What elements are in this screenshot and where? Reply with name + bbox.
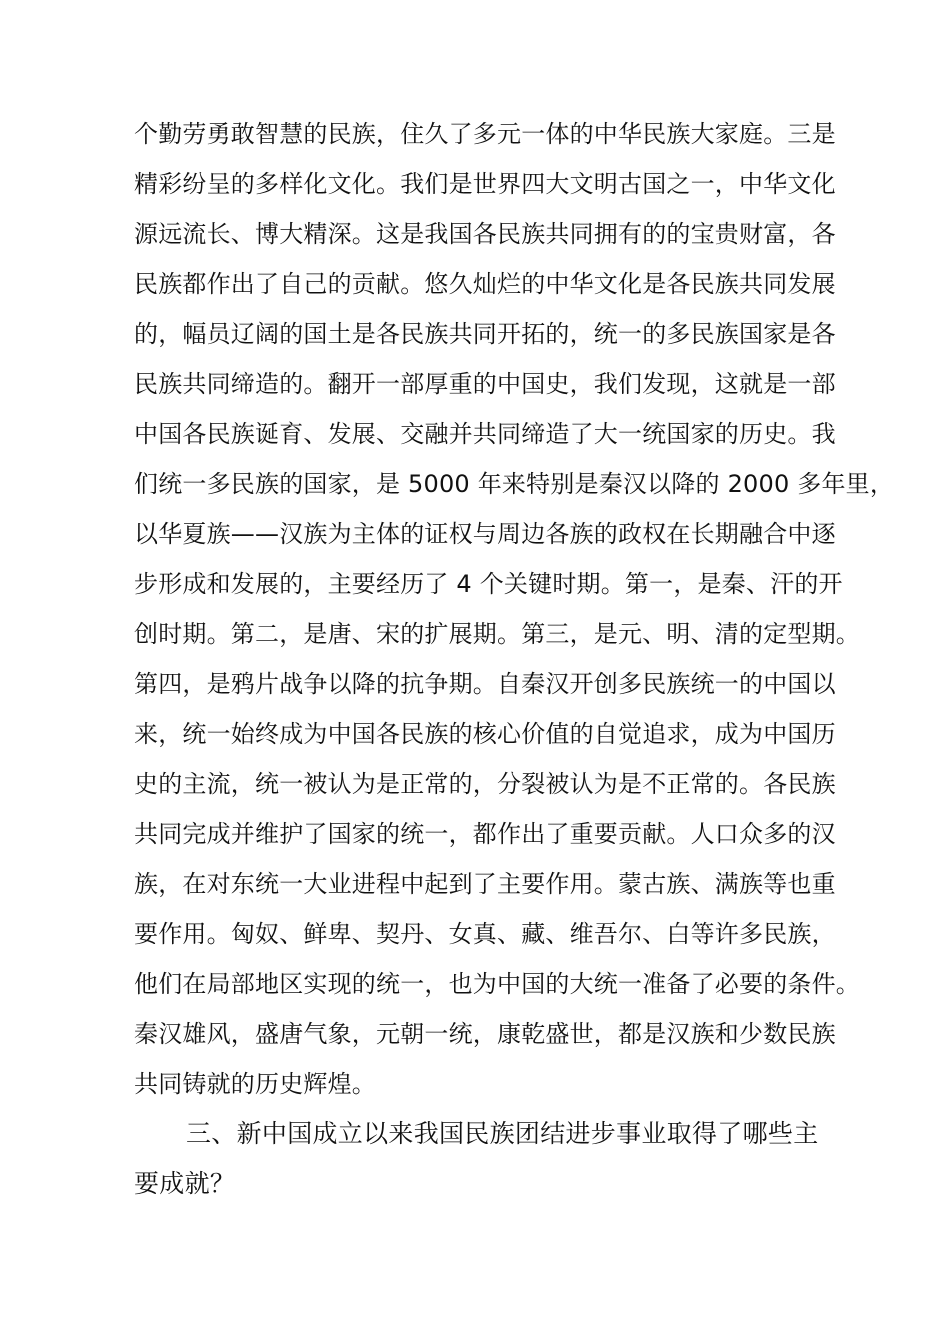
paragraph-line-7: 中国各民族诞育、发展、交融并共同缔造了大一统国家的历史。我 [134,420,836,448]
paragraph-line-8: 们统一多民族的国家，是 5000 年来特别是秦汉以降的 2000 多年里， [134,470,895,498]
paragraph-line-10: 步形成和发展的，主要经历了 4 个关键时期。第一，是秦、汗的开 [134,570,843,598]
paragraph-line-6: 民族共同缔造的。翻开一部厚重的中国史，我们发现，这就是一部 [134,370,836,398]
paragraph-line-20: 共同铸就的历史辉煌。 [134,1070,376,1098]
paragraph-line-19: 秦汉雄风，盛唐气象，元朝一统，康乾盛世，都是汉族和少数民族 [134,1020,836,1048]
paragraph-line-14: 史的主流，统一被认为是正常的，分裂被认为是不正常的。各民族 [134,770,836,798]
section-heading-line-1: 三、新中国成立以来我国民族团结进步事业取得了哪些主 [186,1119,819,1148]
paragraph-line-9: 以华夏族——汉族为主体的证权与周边各族的政权在长期融合中逐 [134,520,836,548]
section-heading-line-2: 要成就？ [134,1169,236,1198]
paragraph-line-4: 民族都作出了自己的贡献。悠久灿烂的中华文化是各民族共同发展 [134,270,836,298]
paragraph-line-16: 族，在对东统一大业进程中起到了主要作用。蒙古族、满族等也重 [134,870,836,898]
paragraph-line-15: 共同完成并维护了国家的统一，都作出了重要贡献。人口众多的汉 [134,820,836,848]
paragraph-line-5: 的，幅员辽阔的国土是各民族共同开拓的，统一的多民族国家是各 [134,320,836,348]
paragraph-line-13: 来，统一始终成为中国各民族的核心价值的自觉追求，成为中国历 [134,720,836,748]
paragraph-line-2: 精彩纷呈的多样化文化。我们是世界四大文明古国之一，中华文化 [134,170,836,198]
paragraph-line-17: 要作用。匈奴、鲜卑、契丹、女真、藏、维吾尔、白等许多民族， [134,920,836,948]
paragraph-line-1: 个勤劳勇敢智慧的民族，住久了多元一体的中华民族大家庭。三是 [134,120,836,148]
paragraph-line-18: 他们在局部地区实现的统一，也为中国的大统一准备了必要的条件。 [134,970,860,998]
paragraph-line-12: 第四，是鸦片战争以降的抗争期。自秦汉开创多民族统一的中国以 [134,670,836,698]
paragraph-line-11: 创时期。第二，是唐、宋的扩展期。第三，是元、明、清的定型期。 [134,620,860,648]
paragraph-line-3: 源远流长、博大精深。这是我国各民族共同拥有的的宝贵财富，各 [134,220,836,248]
